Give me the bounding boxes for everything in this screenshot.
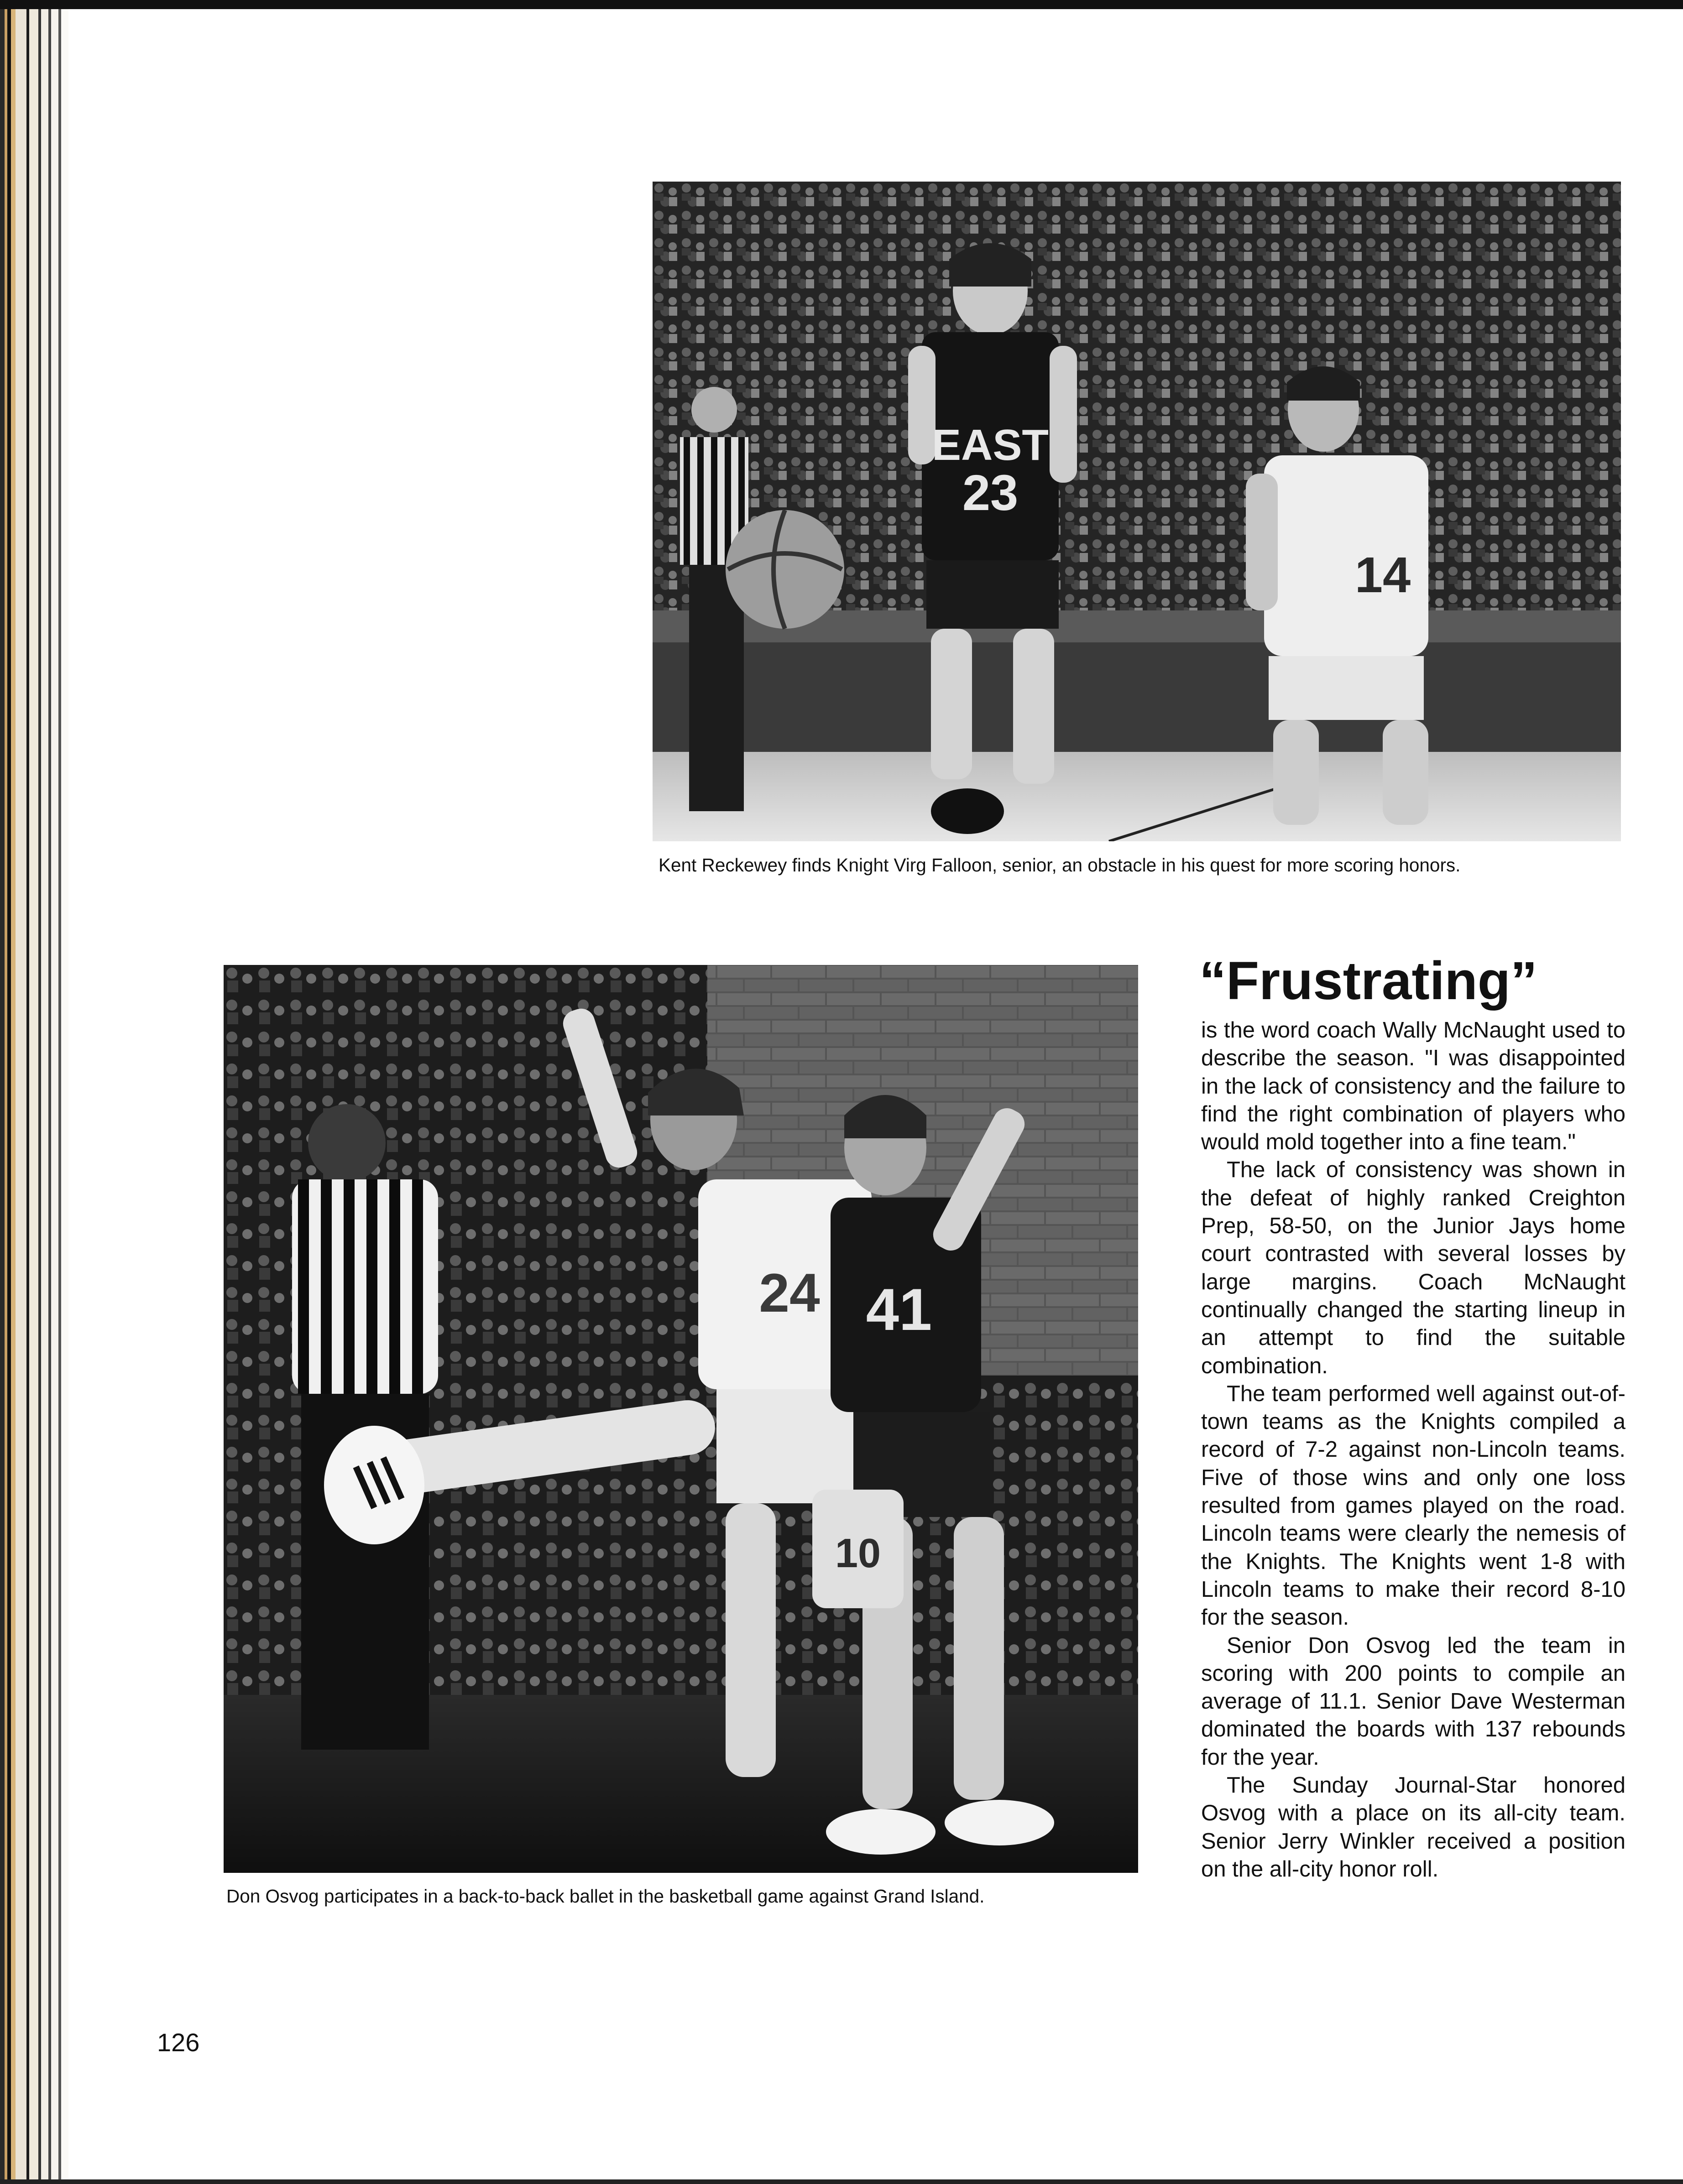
article-body: [1201, 1016, 1626, 1883]
photo-caption-top: Kent Reckewey finds Knight Virg Falloon, senior, an obstacle in his quest for more scoring honors.: [659, 855, 1461, 876]
basketball-photo-top: [653, 182, 1621, 841]
jersey-right-number: 14: [1354, 547, 1411, 603]
jersey-dark-number: 41: [866, 1276, 932, 1343]
jersey-left-number: 23: [962, 465, 1019, 521]
top-page-edge: [0, 0, 1683, 9]
photo-top-illustration: [653, 182, 1621, 841]
basketball-photo-bottom: [224, 965, 1138, 1873]
article-paragraph: The lack of consistency was shown in the defeat of highly ranked Creighton Prep, 58-50, on the Junior Jays home court contrasted with several losses by large margins. Coach McNaught continually changed the starting lineup in an attempt to find the suitable combination.: [1201, 1157, 1626, 1378]
jersey-left-text: EAST: [931, 421, 1049, 469]
article-paragraph: The Sunday Journal-Star honored Osvog with a place on its all-city team. Senior Jerry Winkler received a position on the all-city honor roll.: [1201, 1773, 1626, 1882]
photo-caption-bottom: Don Osvog participates in a back-to-back ballet in the basketball game against Grand Island.: [226, 1886, 985, 1907]
page-number: 126: [157, 2028, 200, 2057]
article-paragraph: is the word coach Wally McNaught used to describe the season. "I was disappointed in the lack of consistency and the failure to find the right combination of players who would mold together into a fine team.": [1201, 1018, 1626, 1155]
jersey-back-number: 10: [835, 1531, 881, 1576]
photo-bottom-illustration: [224, 965, 1138, 1873]
article-paragraph: Senior Don Osvog led the team in scoring with 200 points to compile an average of 11.1. Senior Dave Westerman dominated the boards with 137 rebounds for the year.: [1201, 1633, 1626, 1770]
jersey-white-number: 24: [759, 1262, 820, 1324]
bottom-page-edge: [0, 2179, 1683, 2184]
article-headline: “Frustrating”: [1199, 951, 1537, 1011]
book-binding-edge: [0, 0, 68, 2184]
article-paragraph: The team performed well against out-of-town teams as the Knights compiled a record of 7-2 against non-Lincoln teams. Five of those wins and only one loss resulted from games played on the road. Lincoln teams were clearly the nemesis of the Knights. The Knights went 1-8 with Lincoln teams to make their record 8-10 for the season.: [1201, 1381, 1626, 1630]
